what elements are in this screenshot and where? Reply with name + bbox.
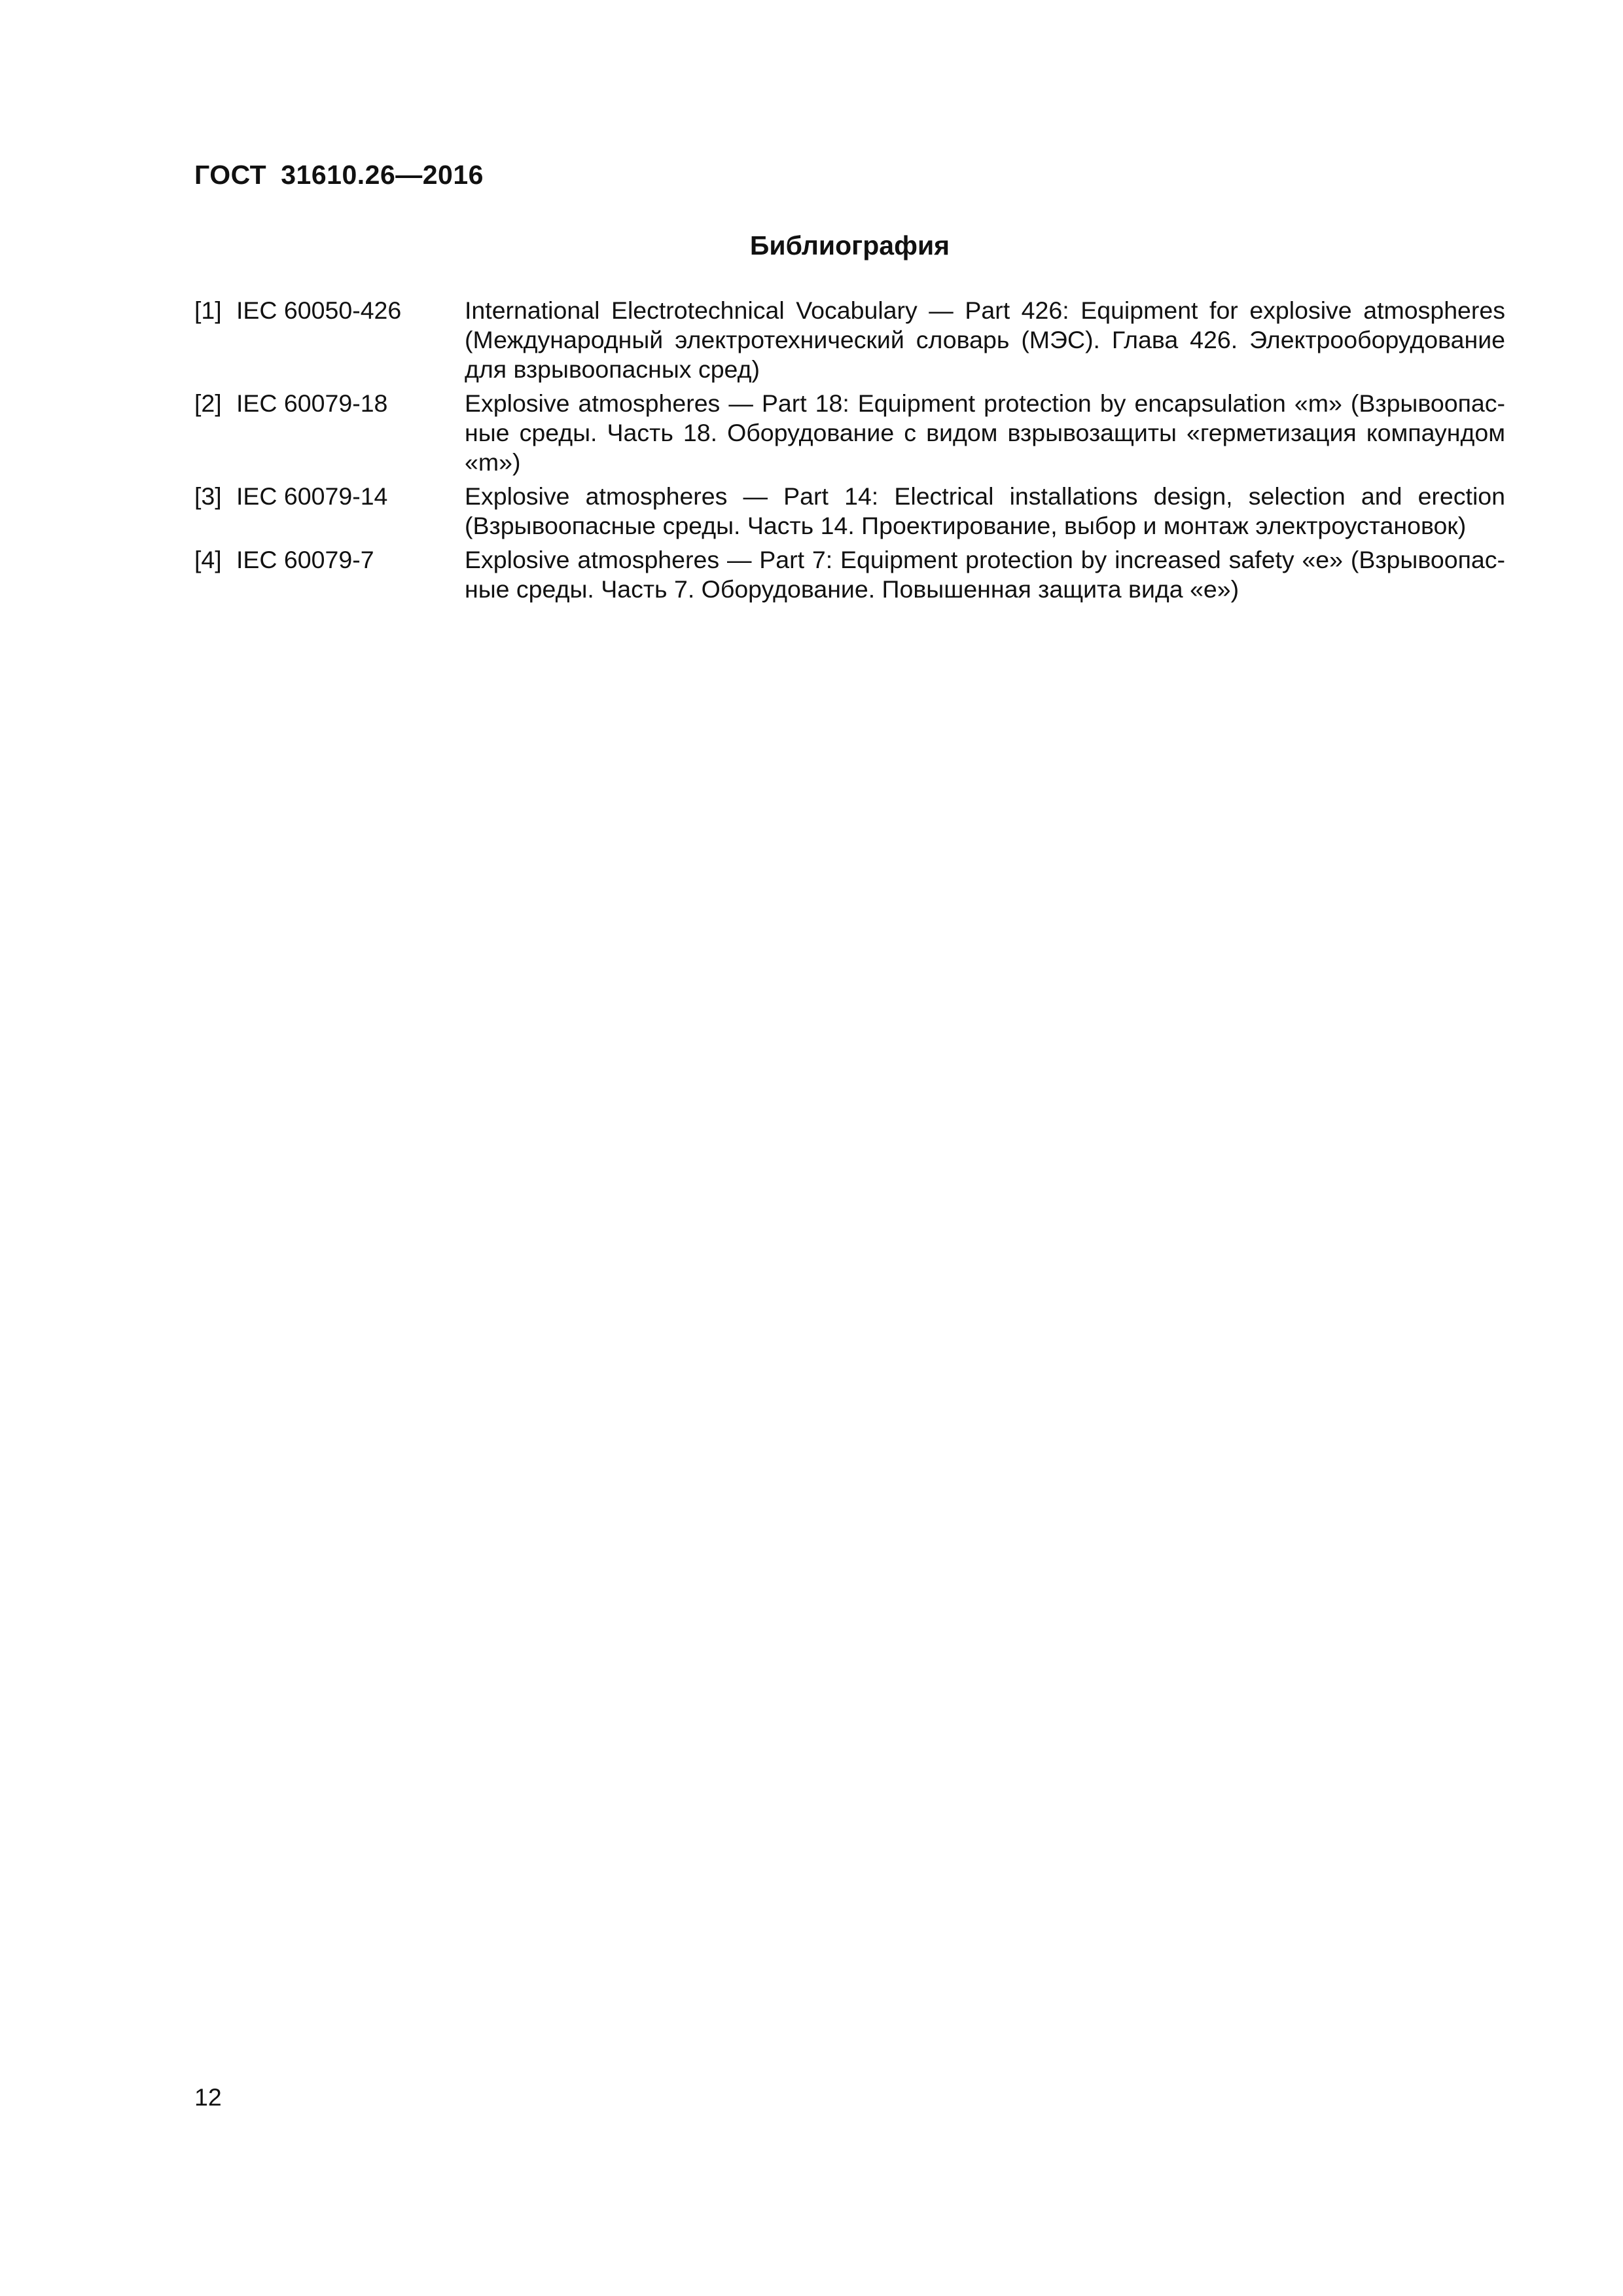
entry-description: Explosive atmospheres — Part 14: Electrical installations design, selection and erection (Взрывоопасные среды. Часть 14. Проектирование, выбор и монтаж электроустановок) [465,482,1505,539]
bibliography-entry-2 [194,389,1505,477]
entry-code: IEC 60079-7 [236,546,374,573]
entry-ref: [2] [194,389,222,417]
standard-prefix: ГОСТ [194,160,267,190]
entry-description: International Electrotechnical Vocabulary — Part 426: Equipment for explosive atmospheres (Международный электротехнический словарь (МЭС). Глава 426. Электрооборудование для взрывоопасных сред) [465,296,1505,383]
entry-code: IEC 60079-18 [236,389,388,417]
page-number: 12 [194,2083,222,2111]
bibliography-list [194,296,1505,609]
entry-description: Explosive atmospheres — Part 7: Equipment protection by increased safety «e» (Взрывоопасные среды. Часть 7. Оборудование. Повышенная защита вида «e») [465,546,1505,603]
standard-designation [194,160,484,190]
bibliography-entry-3 [194,482,1505,541]
entry-description: Explosive atmospheres — Part 18: Equipment protection by encapsulation «m» (Взрывоопасные среды. Часть 18. Оборудование с видом взрывозащиты «герметизация компаундом «m») [465,389,1505,476]
entry-code: IEC 60079-14 [236,482,388,510]
entry-code: IEC 60050-426 [236,296,402,324]
entry-ref: [3] [194,482,222,510]
section-title: Библиография [749,230,950,260]
bibliography-entry-4 [194,545,1505,604]
standard-number: 31610.26—2016 [281,160,484,190]
entry-ref: [1] [194,296,222,324]
bibliography-entry-1 [194,296,1505,384]
entry-ref: [4] [194,546,222,573]
